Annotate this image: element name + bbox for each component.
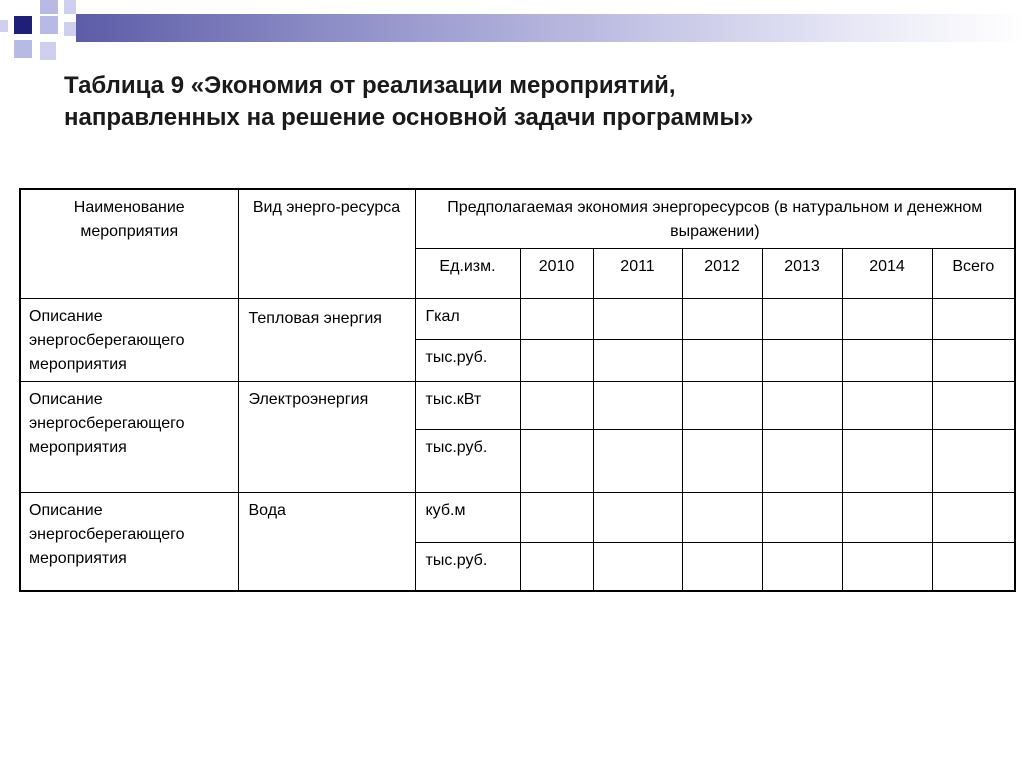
unit-cell: тыс.руб. (415, 430, 520, 493)
value-cell (682, 543, 762, 591)
decor-square-lavender (64, 0, 76, 14)
value-cell (932, 493, 1015, 543)
slide-title (64, 70, 964, 134)
value-cell (593, 493, 682, 543)
unit-cell: тыс.кВт (415, 382, 520, 430)
value-cell (842, 339, 932, 381)
value-cell (682, 493, 762, 543)
unit-cell: тыс.руб. (415, 543, 520, 591)
measure-name: Описание энергосберегающего мероприятия (20, 382, 238, 493)
value-cell (593, 543, 682, 591)
value-cell (762, 430, 842, 493)
value-cell (762, 339, 842, 381)
header-row-1 (20, 189, 1015, 249)
value-cell (762, 382, 842, 430)
value-cell (520, 493, 593, 543)
unit-cell: Гкал (415, 299, 520, 340)
value-cell (842, 493, 932, 543)
decor-square-lavender (0, 20, 8, 32)
value-cell (932, 299, 1015, 340)
value-cell (842, 382, 932, 430)
unit-cell: куб.м (415, 493, 520, 543)
value-cell (682, 339, 762, 381)
value-cell (593, 430, 682, 493)
header-year: 2012 (682, 249, 762, 299)
slide-title-line-1: Таблица 9 «Экономия от реализации мероприятий, (64, 72, 676, 99)
value-cell (593, 382, 682, 430)
decor-square-lavender (40, 42, 56, 60)
value-cell (932, 543, 1015, 591)
value-cell (520, 382, 593, 430)
resource-type: Вода (238, 493, 415, 591)
decor-square-lavender (14, 40, 32, 58)
value-cell (520, 339, 593, 381)
table-row (20, 493, 1015, 543)
header-resource: Вид энерго-ресурса (238, 189, 415, 299)
table-row (20, 299, 1015, 340)
decor-square-lavender (40, 16, 58, 34)
decor-square-lavender (40, 0, 58, 14)
value-cell (593, 299, 682, 340)
savings-table (19, 188, 1016, 592)
header-year: 2014 (842, 249, 932, 299)
measure-name: Описание энергосберегающего мероприятия (20, 299, 238, 382)
table-row (20, 382, 1015, 430)
value-cell (762, 493, 842, 543)
slide-title-line-2: направленных на решение основной задачи программы» (64, 104, 754, 131)
value-cell (682, 430, 762, 493)
value-cell (842, 543, 932, 591)
value-cell (932, 339, 1015, 381)
value-cell (842, 430, 932, 493)
header-decoration (0, 0, 1024, 70)
header-total: Всего (932, 249, 1015, 299)
header-year: 2013 (762, 249, 842, 299)
unit-cell: тыс.руб. (415, 339, 520, 381)
value-cell (932, 382, 1015, 430)
value-cell (842, 299, 932, 340)
measure-name: Описание энергосберегающего мероприятия (20, 493, 238, 591)
header-year: 2010 (520, 249, 593, 299)
value-cell (682, 299, 762, 340)
value-cell (932, 430, 1015, 493)
decor-square-lavender (64, 22, 76, 36)
value-cell (762, 299, 842, 340)
resource-type: Электроэнергия (238, 382, 415, 493)
value-cell (593, 339, 682, 381)
value-cell (682, 382, 762, 430)
header-year: 2011 (593, 249, 682, 299)
resource-type: Тепловая энергия (238, 299, 415, 382)
header-savings: Предполагаемая экономия энергоресурсов (в натуральном и денежном выражении) (415, 189, 1015, 249)
value-cell (520, 299, 593, 340)
decor-gradient-bar (76, 14, 1024, 42)
value-cell (520, 543, 593, 591)
header-name: Наименование мероприятия (20, 189, 238, 299)
value-cell (520, 430, 593, 493)
header-unit: Ед.изм. (415, 249, 520, 299)
decor-square-navy (14, 16, 32, 34)
value-cell (762, 543, 842, 591)
